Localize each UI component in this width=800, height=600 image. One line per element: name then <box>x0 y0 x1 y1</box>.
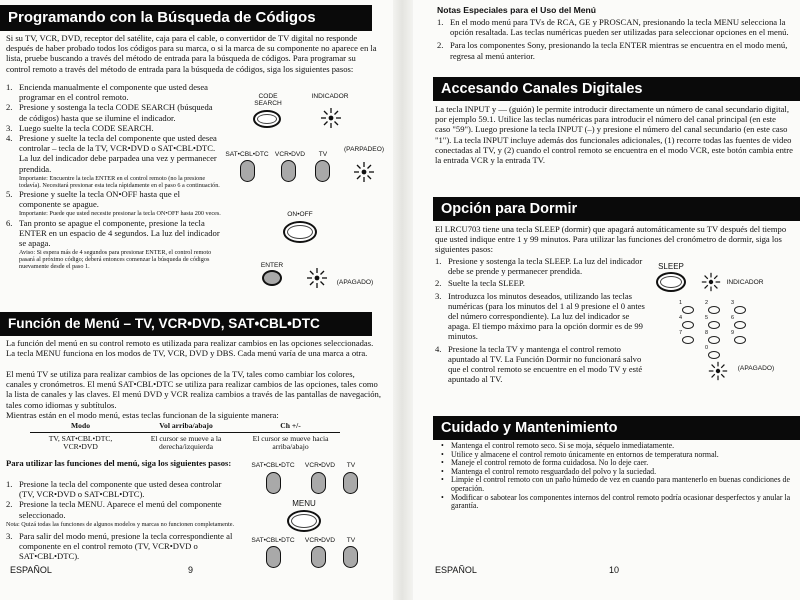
tv-button-2[interactable] <box>343 472 358 494</box>
menu-step-2-note: Nota: Quizá todas las funciones de algunos modelos y marcas no funcionen completamente. <box>6 520 235 528</box>
sleep-indicator-label: INDICADOR <box>726 279 764 286</box>
menu-step-3: 3. Para salir del modo menú, presione la tecla correspondiente al componente en el control remoto (TV, VCR•DVD o SAT•CBL•DTC). <box>6 530 233 562</box>
right-page-number: 10 <box>609 565 620 575</box>
key-3-number: 3 <box>731 300 735 306</box>
on-off-button[interactable] <box>283 221 317 243</box>
onoff-label: ON•OFF <box>287 211 313 218</box>
sleep-step-3: 3. Introduzca los minutos deseados, utilizando las teclas numéricas (para los minutos del 1 al 9 presione el 0 antes del número correspondiente). La luz del indicador se apaga. El tiempo máximo para la opción dormir es de 99 minutos. <box>435 290 645 342</box>
list-item: • Mantenga el control remoto resguardado del polvo y la suciedad. <box>439 468 795 477</box>
menu-note-2: 2. Para los componentes Sony, presionando la tecla ENTER mientras se encuentra en el modo menú, regresa al menú anterior. <box>437 40 788 61</box>
key-8-button[interactable] <box>708 336 720 344</box>
sleep-step-2: 2. Suelte la tecla SLEEP. <box>435 278 525 289</box>
sleep-steps <box>435 256 647 384</box>
digital-title-text: Accesando Canales Digitales <box>441 81 643 97</box>
enter-label: ENTER <box>260 262 284 269</box>
key-7-number: 7 <box>679 330 683 336</box>
table-header-mode: Modo <box>30 422 131 432</box>
key-3-button[interactable] <box>734 306 746 314</box>
list-item: • Maneje el control remoto de forma cuidadosa. No lo deje caer. <box>439 459 795 468</box>
tv-button[interactable] <box>315 160 330 182</box>
key-9-button[interactable] <box>734 336 746 344</box>
list-item: • Mantenga el control remoto seco. Si se moja, séquelo inmediatamente. <box>439 442 795 451</box>
tv-label-3: TV <box>346 537 356 544</box>
menu-keys-table <box>30 422 340 454</box>
sleep-intro: El LRCU703 tiene una tecla SLEEP (dormir) que apagará automáticamente su TV después del tiempo que usted indique entre 1 y 99 minutos. Para utilizar las funciones del cronómetro de dormir, siga los siguientes pasos: <box>435 224 787 255</box>
left-page-number: 9 <box>188 565 194 575</box>
section-title-code-search <box>0 5 372 31</box>
table-row: TV, SAT•CBL•DTC, VCR•DVD El cursor se mueve a la derecha/izquierda El cursor se mueve hacia arriba/abajo <box>48 433 329 452</box>
step-5-note: Importante: Puede que usted necesite presionar la tecla ON•OFF hasta 200 veces. <box>19 210 221 218</box>
code-search-step-6: 6. Tan pronto se apague el componente, presione la tecla ENTER en un espacio de 4 segundos. La luz del indicador se apaga. Aviso: Si espera más de 4 segundos para presionar ENTER, el control remoto pasará al próximo código; deberá entonces comenzar la búsqueda de códigos nuevamente desde el paso 1. <box>6 217 220 271</box>
apagado-label: (APAGADO) <box>336 279 374 286</box>
left-page <box>0 0 393 600</box>
page-gutter <box>393 0 413 600</box>
key-2-number: 2 <box>705 300 709 306</box>
menu-step-2: 2. Presione la tecla MENU. Aparece el menú del componente seleccionado. Nota: Quizá todas las funciones de algunos modelos y marcas no funcionen completamente. <box>6 499 238 528</box>
menu-title-text: Función de Menú – TV, VCR•DVD, SAT•CBL•DTC <box>8 316 320 331</box>
sleep-label: SLEEP <box>658 262 684 271</box>
sleep-apagado-label: (APAGADO) <box>737 365 775 372</box>
left-footer-lang: ESPAÑOL <box>10 565 52 575</box>
indicator-label: INDICADOR <box>311 93 349 100</box>
tv-label-2: TV <box>346 462 356 469</box>
key-0-number: 0 <box>705 345 709 351</box>
code-search-steps <box>6 82 221 270</box>
code-search-button[interactable] <box>253 110 281 128</box>
key-2-button[interactable] <box>708 306 720 314</box>
code-search-step-2: 2. Presione y sostenga la tecla CODE SEARCH (búsqueda de códigos) hasta que se ilumine el indicador. <box>6 102 213 123</box>
key-6-button[interactable] <box>734 321 746 329</box>
tv-button-3[interactable] <box>343 546 358 568</box>
menu-para-2: El menú TV se utiliza para realizar cambios de las opciones de la TV, tales como cambiar los colores, canales y cronómetros. El menú SAT•CBL•DTC se utiliza para realizar cambios de las opciones, tales como la lista de canales y las claves. El menú DVD y VCR realiza cambios a través de las pantallas de navegación, tales como idiomas y subtítulos. <box>6 369 381 410</box>
section-title-sleep <box>433 197 800 221</box>
code-search-step-5: 5. Presione y suelte la tecla ON•OFF hasta que el componente se apague. Importante: Puede que usted necesite presionar la tecla ON•OFF hasta 200 veces. <box>6 189 221 218</box>
key-0-button[interactable] <box>708 351 720 359</box>
key-1-button[interactable] <box>682 306 694 314</box>
key-8-number: 8 <box>705 330 709 336</box>
tv-label: TV <box>318 151 328 158</box>
step-6-note: Aviso: Si espera más de 4 segundos para presionar ENTER, el control remoto pasará al próximo código; deberá entonces comenzar la búsqueda de códigos nuevamente desde el paso 1. <box>19 249 212 271</box>
key-5-number: 5 <box>705 315 709 321</box>
code-search-intro: Si su TV, VCR, DVD, receptor del satélite, caja para el cable, o convertidor de TV digital no responde después de haber probado todos los códigos para su marca, o si la marca de su componente no aparece en la lista, pruebe buscando a través del método de entrada para la búsqueda de códigos. Para programar su control remoto a través del método de entrada para la búsqueda de códigos, siga los siguientes pasos: <box>6 33 377 74</box>
key-9-number: 9 <box>731 330 735 336</box>
table-header-ch: Ch +/- <box>241 422 340 432</box>
sat-cbl-dtc-button-2[interactable] <box>266 472 281 494</box>
menu-label: MENU <box>292 499 316 508</box>
key-5-button[interactable] <box>708 321 720 329</box>
sat-cbl-dtc-button[interactable] <box>240 160 255 182</box>
sleep-off-indicator-icon <box>707 360 729 382</box>
sat-cbl-dtc-button-3[interactable] <box>266 546 281 568</box>
sleep-indicator-icon <box>700 271 722 293</box>
section-title-care <box>433 416 800 440</box>
sleep-step-1: 1. Presione y sostenga la tecla SLEEP. La luz del indicador debe se prende y permanecer prendida. <box>435 256 643 277</box>
vcr-dvd-button-2[interactable] <box>311 472 326 494</box>
table-header-row <box>30 422 340 432</box>
menu-note-1: 1. En el modo menú para TVs de RCA, GE y PROSCAN, presionando la tecla MENU selecciona la opción resaltada. Las teclas numéricas pueden ser utilizadas para seleccionar opciones en el menú. <box>437 17 789 38</box>
parpadeo-label: (PARPADEO) <box>343 146 385 153</box>
vcr-dvd-button-3[interactable] <box>311 546 326 568</box>
enter-button[interactable] <box>262 270 282 286</box>
step-4-note: Importante: Encuentre la tecla ENTER en el control remoto (no la presione todavía). Necesitará presionar esta tecla rápidamente en el paso 6 a continuación. <box>19 174 220 189</box>
code-search-step-1: 1. Encienda manualmente el componente que usted desea programar en el control remoto. <box>6 82 208 103</box>
sat-label-2: SAT•CBL•DTC <box>251 462 295 469</box>
sleep-button[interactable] <box>656 272 686 292</box>
key-6-number: 6 <box>731 315 735 321</box>
care-list <box>439 442 795 511</box>
vcr-label: VCR•DVD <box>274 151 306 158</box>
sat-label-3: SAT•CBL•DTC <box>251 537 295 544</box>
code-search-step-4: 4. Presione y suelte la tecla del componente que usted desea controlar – tecla de la TV, VCR•DVD o SAT•CBL•DTC. La luz del indicador debe parpadea una vez y permanecer prendida. Importante: Encuentre la tecla ENTER en el control remoto (no la presione todavía). Necesitará presionar esta tecla rápidamente en el paso 6 a continuación. <box>6 133 220 189</box>
key-7-button[interactable] <box>682 336 694 344</box>
menu-steps-title: Para utilizar las funciones del menú, siga los siguientes pasos: <box>6 458 232 468</box>
code-search-step-3: 3. Luego suelte la tecla CODE SEARCH. <box>6 122 154 133</box>
indicator-off-icon <box>305 266 329 290</box>
menu-notes-list <box>437 17 793 61</box>
menu-para-1: La función del menú en su control remoto es utilizada para realizar cambios en las opciones seleccionadas. La tecla MENU funciona en los modos de TV, VCR, DVD y DBS. Cada menú varía de una marca a otra. <box>6 338 374 359</box>
vcr-label-3: VCR•DVD <box>304 537 336 544</box>
sat-label: SAT•CBL•DTC <box>225 151 269 158</box>
menu-steps <box>6 479 238 562</box>
right-page <box>413 0 800 600</box>
indicator-light-icon <box>319 106 343 130</box>
sleep-title-text: Opción para Dormir <box>441 201 578 217</box>
indicator-blink-icon <box>352 160 376 184</box>
menu-button[interactable] <box>287 510 321 532</box>
list-item: • Modificar o sabotear los componentes internos del control remoto podría ocasionar desperfectos y anular la garantía. <box>439 494 795 511</box>
menu-step-1: 1. Presione la tecla del componente que usted desea controlar (TV, VCR•DVD o SAT•CBL•DTC). <box>6 479 222 500</box>
sleep-step-4: 4. Presione la tecla TV y mantenga el control remoto apuntado al TV. La Función Dormir no funcionará salvo que el control remoto se encuentre en el modo TV y esté apuntado al TV. <box>435 343 643 385</box>
vcr-dvd-button[interactable] <box>281 160 296 182</box>
list-item: • Utilice y almacene el control remoto únicamente en entornos de temperatura normal. <box>439 451 795 460</box>
digital-body: La tecla INPUT y — (guión) le permite introducir directamente un número de canal secundario digital, por ejemplo 59.1. Utilice las teclas numéricas para introducir el número del canal principal (en este caso "59"). Luego presione la tecla INPUT (–) y presione el número del canal secundario (en este caso "1"). La tecla INPUT incluye además dos funcionales adicionales, (1) recorre todas las fuentes de video conectadas al TV, y (2) cuando el control remoto se encuentra en el modo VCR, este botón cambia entre la entrada VCR y la entrada TV. <box>435 104 793 166</box>
care-title-text: Cuidado y Mantenimiento <box>441 420 618 436</box>
table-header-vol: Vol arriba/abajo <box>131 422 241 432</box>
section-title-menu <box>0 312 372 336</box>
code-search-label: CODE SEARCH <box>254 93 282 108</box>
key-4-button[interactable] <box>682 321 694 329</box>
code-search-title-text: Programando con la Búsqueda de Códigos <box>8 9 316 26</box>
menu-para-3: Mientras están en el modo menú, estas teclas funcionan de la siguiente manera: <box>6 410 279 420</box>
right-footer-lang: ESPAÑOL <box>435 565 477 575</box>
key-4-number: 4 <box>679 315 683 321</box>
key-1-number: 1 <box>679 300 683 306</box>
menu-notes-title: Notas Especiales para el Uso del Menú <box>437 5 597 15</box>
vcr-label-2: VCR•DVD <box>304 462 336 469</box>
section-title-digital <box>433 77 800 101</box>
list-item: • Limpie el control remoto con un paño húmedo de vez en cuando para mantenerlo en buenas condiciones de operación. <box>439 476 795 493</box>
